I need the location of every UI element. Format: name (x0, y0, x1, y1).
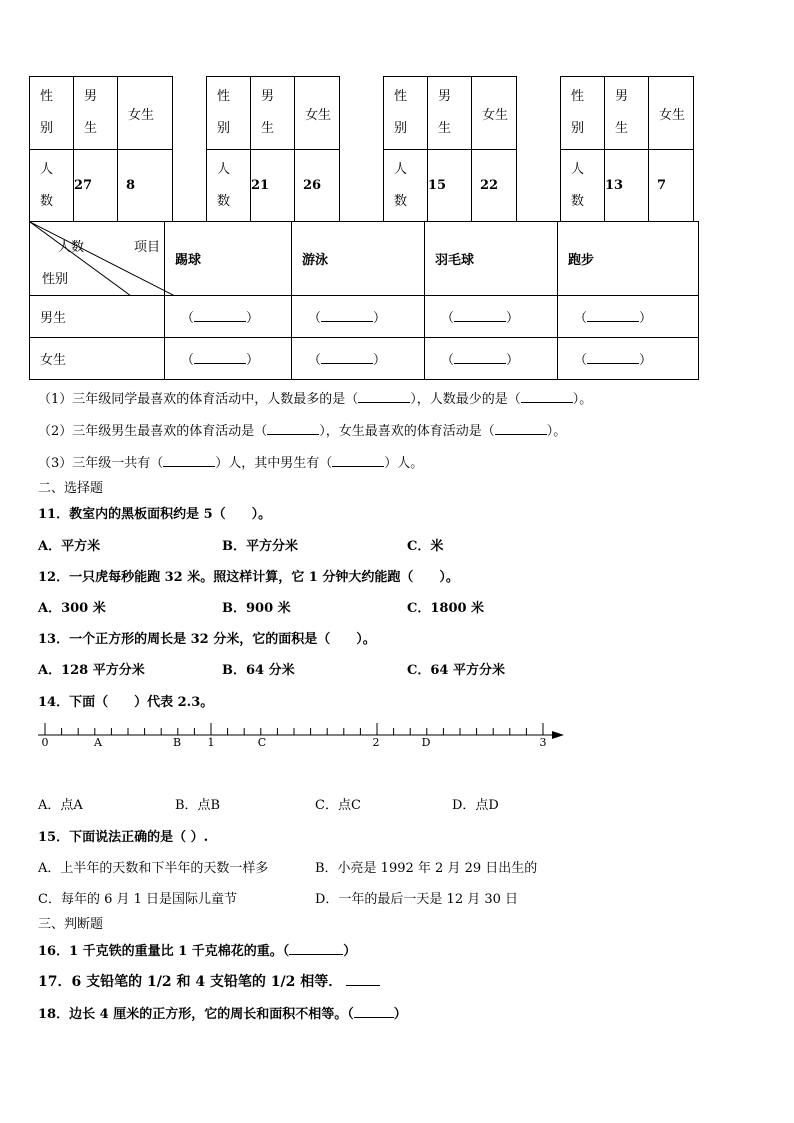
nl-label-2: 2 (372, 736, 380, 749)
q11-option-a[interactable]: A．平方米 (38, 539, 101, 554)
q11-option-b[interactable]: B．平方分米 (222, 539, 298, 554)
number-line-arrow (552, 731, 564, 739)
q14-option-b[interactable]: B．点B (175, 798, 221, 813)
section-title-choice: 二、选择题 (38, 481, 104, 496)
question-15: 15．下面说法正确的是（ ）. (38, 830, 209, 845)
header-boys: 男 生 (74, 77, 118, 150)
answer-blank[interactable] (267, 422, 319, 435)
count-table-2 (206, 76, 340, 222)
question-12: 12．一只虎每秒能跑 32 米。照这样计算，它 1 分钟大约能跑（ ）。 (38, 570, 459, 585)
header-gender: 性 别 (384, 77, 428, 150)
answer-blank[interactable] (332, 454, 384, 467)
row-count-label: 人 数 (207, 150, 251, 222)
boys-count: 15 (428, 150, 472, 222)
q15-option-b[interactable]: B．小亮是 1992 年 2 月 29 日出生的 (315, 861, 538, 876)
col-header-running: 跑步 (558, 222, 699, 296)
nl-label-1: 1 (207, 736, 215, 749)
answer-blank[interactable]: （ ） (165, 296, 292, 338)
row-count-label: 人 数 (384, 150, 428, 222)
answer-blank[interactable] (358, 390, 410, 403)
q12-option-c[interactable]: C．1800 米 (407, 601, 485, 616)
answer-blank[interactable]: （ ） (425, 338, 558, 380)
question-11: 11．教室内的黑板面积约是 5（ ）。 (38, 507, 272, 522)
q13-option-b[interactable]: B．64 分米 (222, 663, 295, 678)
question-2: （2）三年级男生最喜欢的体育活动是（ ），女生最喜欢的体育活动是（ ）。 (38, 424, 567, 439)
answer-blank[interactable] (521, 390, 573, 403)
row-label-boys: 男生 (30, 296, 165, 338)
diagonal-header-cell (30, 222, 165, 296)
nl-label-d: D (421, 736, 431, 749)
q14-option-c[interactable]: C．点C (315, 798, 361, 813)
nl-label-0: 0 (41, 736, 49, 749)
answer-blank[interactable]: （ ） (558, 338, 699, 380)
q13-option-a[interactable]: A．128 平方分米 (38, 663, 145, 678)
question-17: 17．6 支铅笔的 1/2 和 4 支铅笔的 1/2 相等． (38, 971, 380, 991)
summary-table (29, 221, 699, 380)
header-girls: 女生 (118, 77, 173, 150)
number-line (30, 715, 570, 755)
header-girls: 女生 (295, 77, 340, 150)
q14-option-a[interactable]: A．点A (38, 798, 83, 813)
question-3: （3）三年级一共有（ ）人，其中男生有（ ）人。 (38, 456, 424, 471)
col-header-football: 踢球 (165, 222, 292, 296)
count-table-4 (560, 76, 694, 222)
answer-blank[interactable] (346, 973, 380, 986)
header-gender: 性 别 (207, 77, 251, 150)
row-count-label: 人 数 (561, 150, 605, 222)
answer-blank[interactable] (495, 422, 547, 435)
question-16: 16．1 千克铁的重量比 1 千克棉花的重。（ ） (38, 944, 357, 959)
header-boys: 男 生 (428, 77, 472, 150)
boys-count: 21 (251, 150, 295, 222)
answer-blank[interactable]: （ ） (425, 296, 558, 338)
question-13: 13．一个正方形的周长是 32 分米，它的面积是（ ）。 (38, 632, 376, 647)
header-gender: 性 别 (561, 77, 605, 150)
girls-count: 8 (118, 150, 173, 222)
row-label-girls: 女生 (30, 338, 165, 380)
q13-option-c[interactable]: C．64 平方分米 (407, 663, 505, 678)
count-table-1 (29, 76, 173, 222)
q12-option-b[interactable]: B．900 米 (222, 601, 291, 616)
nl-label-3: 3 (539, 736, 547, 749)
girls-count: 7 (649, 150, 694, 222)
girls-count: 26 (295, 150, 340, 222)
header-girls: 女生 (649, 77, 694, 150)
answer-blank[interactable] (289, 942, 343, 955)
boys-count: 27 (74, 150, 118, 222)
row-count-label: 人 数 (30, 150, 74, 222)
nl-label-b: B (172, 736, 182, 749)
q11-option-c[interactable]: C．米 (407, 539, 444, 554)
q12-option-a[interactable]: A．300 米 (38, 601, 106, 616)
answer-blank[interactable]: （ ） (292, 296, 425, 338)
question-18: 18．边长 4 厘米的正方形，它的周长和面积不相等。（ ） (38, 1007, 407, 1022)
answer-blank[interactable]: （ ） (558, 296, 699, 338)
question-14: 14．下面（ ）代表 2.3。 (38, 695, 214, 710)
nl-label-a: A (94, 736, 102, 749)
q15-option-a[interactable]: A．上半年的天数和下半年的天数一样多 (38, 861, 269, 876)
col-header-badminton: 羽毛球 (425, 222, 558, 296)
section-title-judge: 三、判断题 (38, 917, 104, 932)
q14-option-d[interactable]: D．点D (452, 798, 499, 813)
diag-label-count: 人数 (58, 240, 85, 255)
boys-count: 13 (605, 150, 649, 222)
diag-label-gender: 性别 (42, 272, 69, 287)
header-boys: 男 生 (251, 77, 295, 150)
header-gender: 性 别 (30, 77, 74, 150)
header-boys: 男 生 (605, 77, 649, 150)
girls-count: 22 (472, 150, 517, 222)
q15-option-d[interactable]: D．一年的最后一天是 12 月 30 日 (315, 892, 519, 907)
answer-blank[interactable] (354, 1005, 394, 1018)
question-1: （1）三年级同学最喜欢的体育活动中，人数最多的是（ ），人数最少的是（ ）。 (38, 392, 593, 407)
header-girls: 女生 (472, 77, 517, 150)
col-header-swimming: 游泳 (292, 222, 425, 296)
q15-option-c[interactable]: C．每年的 6 月 1 日是国际儿童节 (38, 892, 238, 907)
nl-label-c: C (257, 736, 267, 749)
answer-blank[interactable]: （ ） (292, 338, 425, 380)
answer-blank[interactable] (163, 454, 215, 467)
answer-blank[interactable]: （ ） (165, 338, 292, 380)
diag-label-item: 项目 (134, 240, 161, 255)
count-table-3 (383, 76, 517, 222)
